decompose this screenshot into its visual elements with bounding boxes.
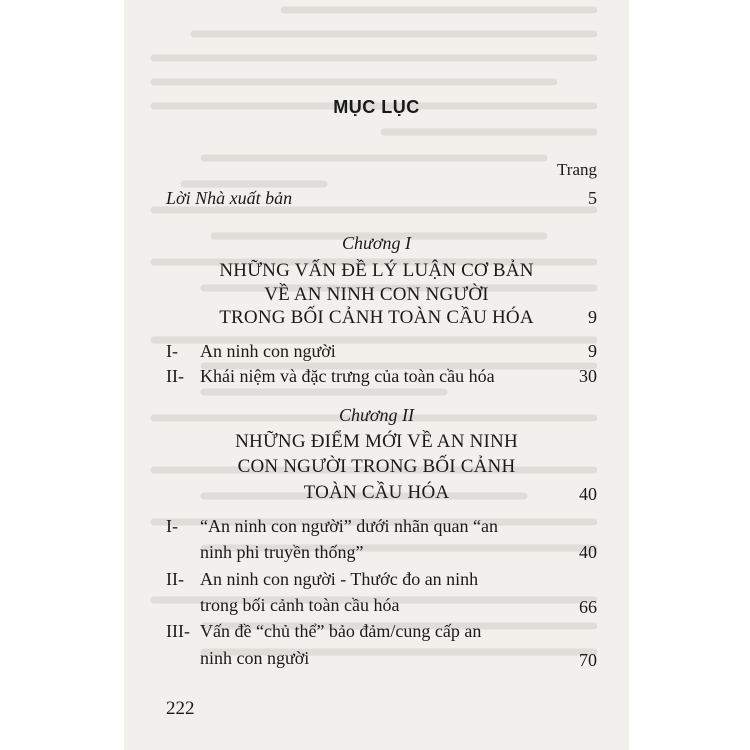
toc-section-page: 70 — [579, 650, 597, 670]
section-numeral: II- — [166, 366, 184, 386]
section-numeral: III- — [166, 621, 190, 641]
toc-section-entry-continued[interactable]: ninh phi truyền thống” — [200, 542, 364, 562]
section-numeral: I- — [166, 341, 178, 361]
chapter-2-title-line[interactable]: TOÀN CẦU HÓA — [303, 482, 450, 503]
book-page — [124, 0, 629, 750]
page-number: 222 — [166, 698, 195, 719]
toc-entry-preface-page: 5 — [588, 188, 597, 208]
chapter-2-page: 40 — [579, 484, 597, 504]
toc-section-entry[interactable]: Khái niệm và đặc trưng của toàn cầu hóa — [200, 366, 495, 386]
toc-section-page: 30 — [579, 366, 597, 386]
chapter-1-heading: Chương I — [342, 233, 411, 253]
toc-section-page: 66 — [579, 597, 597, 617]
section-numeral: I- — [166, 516, 178, 536]
toc-section-page: 40 — [579, 542, 597, 562]
chapter-2-title-line[interactable]: NHỮNG ĐIỂM MỚI VỀ AN NINH — [235, 431, 518, 452]
toc-section-entry[interactable]: “An ninh con người” dưới nhãn quan “an — [200, 516, 498, 536]
chapter-1-page: 9 — [588, 307, 597, 327]
chapter-1-title-line[interactable]: TRONG BỐI CẢNH TOÀN CẦU HÓA — [219, 307, 534, 328]
toc-section-entry-continued[interactable]: ninh con người — [200, 648, 310, 668]
toc-section-entry[interactable]: Vấn đề “chủ thể” bảo đảm/cung cấp an — [200, 621, 482, 641]
page-column-header: Trang — [557, 160, 597, 179]
toc-title: MỤC LỤC — [333, 97, 420, 117]
toc-entry-preface[interactable]: Lời Nhà xuất bản — [166, 188, 293, 208]
toc-section-entry[interactable]: An ninh con người - Thước đo an ninh — [200, 569, 479, 589]
chapter-2-heading: Chương II — [339, 405, 414, 425]
toc-section-entry[interactable]: An ninh con người — [200, 341, 336, 361]
toc-section-page: 9 — [588, 341, 597, 361]
section-numeral: II- — [166, 569, 184, 589]
toc-section-entry-continued[interactable]: trong bối cảnh toàn cầu hóa — [200, 595, 400, 615]
chapter-1-title-line[interactable]: NHỮNG VẤN ĐỀ LÝ LUẬN CƠ BẢN — [219, 260, 534, 281]
chapter-1-title-line[interactable]: VỀ AN NINH CON NGƯỜI — [264, 284, 489, 305]
chapter-2-title-line[interactable]: CON NGƯỜI TRONG BỐI CẢNH — [237, 456, 516, 477]
